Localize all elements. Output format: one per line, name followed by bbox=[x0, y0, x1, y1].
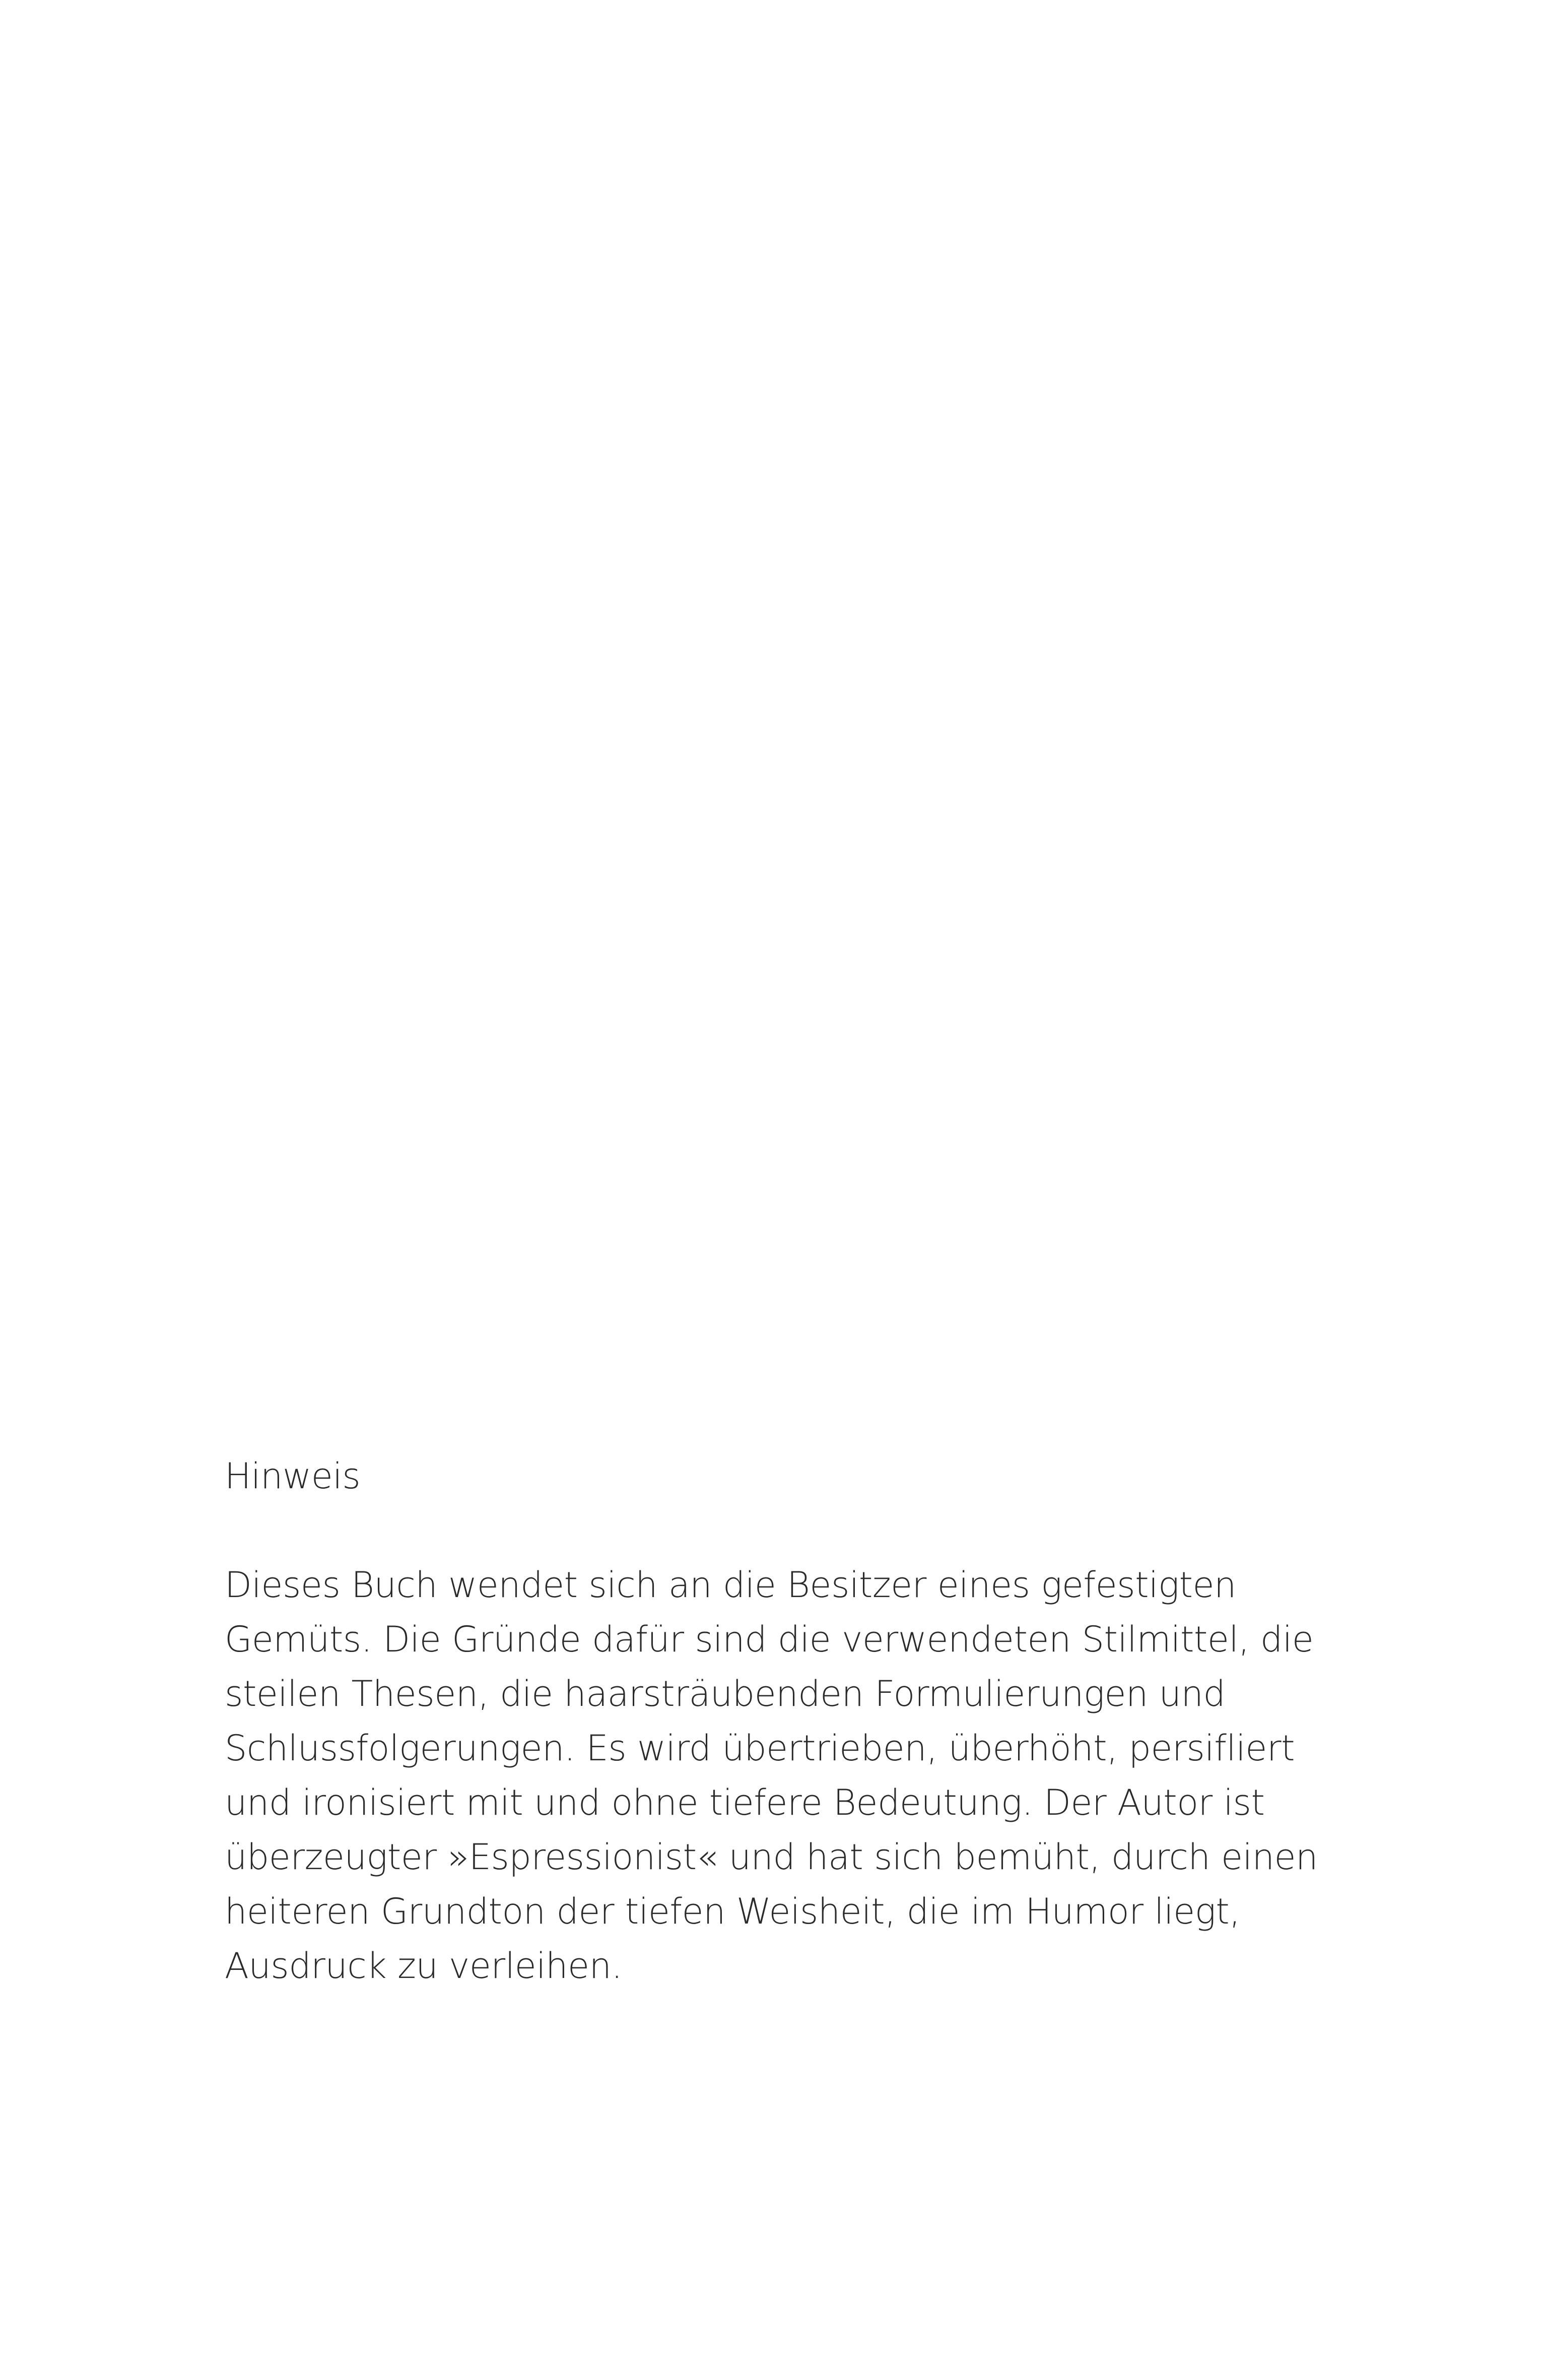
note-line: steilen Thesen, die haarsträubenden Formulierungen und bbox=[225, 1673, 1226, 1714]
note-line: Schlussfolgerungen. Es wird übertrieben, überhöht, persifliert bbox=[225, 1728, 1295, 1769]
note-line: Gemüts. Die Gründe dafür sind die verwendeten Stilmittel, die bbox=[225, 1619, 1314, 1660]
note-heading: Hinweis bbox=[225, 1456, 361, 1497]
note-line: heiteren Grundton der tiefen Weisheit, die im Humor liegt, bbox=[225, 1891, 1240, 1932]
note-line: Ausdruck zu verleihen. bbox=[225, 1945, 623, 1987]
note-body bbox=[225, 1558, 1318, 1993]
note-line: überzeugter »Espressionist« und hat sich bemüht, durch einen bbox=[225, 1836, 1318, 1878]
note-line: Dieses Buch wendet sich an die Besitzer eines gefestigten bbox=[225, 1564, 1236, 1606]
disclaimer-note bbox=[225, 1449, 1318, 1993]
note-line: und ironisiert mit und ohne tiefere Bedeutung. Der Autor ist bbox=[225, 1782, 1265, 1823]
